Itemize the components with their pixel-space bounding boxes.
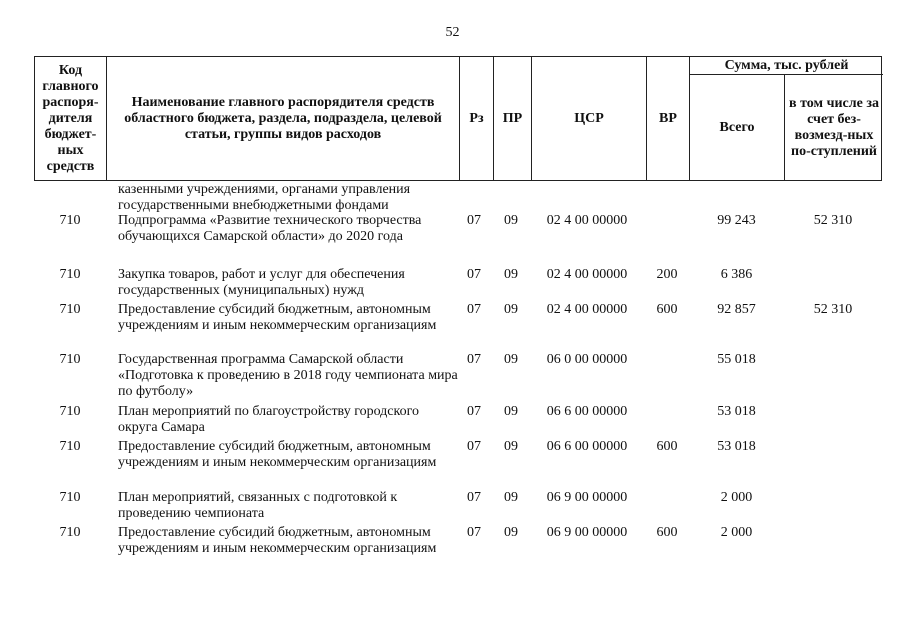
cell-csr: 06 9 00 00000 — [546, 490, 628, 505]
continuation-text: казенными учреждениями, органами управления государственными внебюджетными фондами — [118, 182, 411, 213]
cell-pr: 09 — [504, 439, 518, 454]
cell-pr: 09 — [504, 302, 518, 317]
cell-total: 55 018 — [717, 352, 756, 367]
page-number: 52 — [445, 25, 460, 40]
cell-kod: 710 — [59, 213, 81, 228]
table-header — [34, 56, 882, 181]
header-gratuitous: в том числе за счет без-возмезд-ных по-ступлений — [789, 95, 879, 159]
cell-total: 6 386 — [720, 267, 753, 282]
cell-kod: 710 — [59, 404, 81, 419]
cell-name: Предоставление субсидий бюджетным, автономным учреждениям и иным некоммерческим организациям — [118, 439, 437, 470]
cell-kod: 710 — [59, 490, 81, 505]
cell-gratuitous: 52 310 — [813, 213, 853, 228]
table-row — [34, 525, 882, 556]
cell-pr: 09 — [504, 404, 518, 419]
cell-csr: 06 6 00 00000 — [546, 404, 628, 419]
cell-pr: 09 — [504, 490, 518, 505]
cell-pr: 09 — [504, 267, 518, 282]
cell-name: Государственная программа Самарской области «Подготовка к проведению в 2018 году чемпионата мира по футболу» — [118, 352, 458, 399]
header-pr: ПР — [494, 57, 532, 180]
cell-csr: 06 6 00 00000 — [546, 439, 628, 454]
cell-name: Предоставление субсидий бюджетным, автономным учреждениям и иным некоммерческим организациям — [118, 302, 437, 333]
header-vr: ВР — [647, 57, 690, 180]
cell-vr: 600 — [656, 525, 678, 540]
cell-total: 53 018 — [717, 404, 756, 419]
cell-total: 99 243 — [717, 213, 756, 228]
cell-pr: 09 — [504, 213, 518, 228]
cell-csr: 02 4 00 00000 — [546, 267, 628, 282]
header-total: Всего — [690, 75, 785, 180]
cell-rz: 07 — [467, 490, 481, 505]
table-row — [34, 439, 882, 470]
cell-rz: 07 — [467, 352, 481, 367]
cell-kod: 710 — [59, 525, 81, 540]
header-kod: Код главного распоря-дителя бюджет-ных средств — [35, 57, 107, 180]
cell-vr: 600 — [656, 439, 678, 454]
cell-rz: 07 — [467, 213, 481, 228]
cell-rz: 07 — [467, 439, 481, 454]
table-row — [34, 302, 882, 333]
cell-rz: 07 — [467, 302, 481, 317]
cell-pr: 09 — [504, 525, 518, 540]
header-sum-group — [690, 57, 883, 180]
cell-name: Закупка товаров, работ и услуг для обеспечения государственных (муниципальных) нужд — [118, 267, 405, 298]
header-rz: Рз — [460, 57, 494, 180]
cell-total: 53 018 — [717, 439, 756, 454]
cell-name: План мероприятий по благоустройству городского округа Самара — [118, 404, 419, 435]
cell-rz: 07 — [467, 525, 481, 540]
cell-kod: 710 — [59, 267, 81, 282]
cell-name: Подпрограмма «Развитие технического творчества обучающихся Самарской области» до 2020 года — [118, 213, 422, 244]
table-row — [34, 213, 882, 244]
cell-total: 92 857 — [717, 302, 756, 317]
cell-rz: 07 — [467, 267, 481, 282]
cell-total: 2 000 — [720, 490, 753, 505]
cell-total: 2 000 — [720, 525, 753, 540]
cell-csr: 02 4 00 00000 — [546, 213, 628, 228]
cell-rz: 07 — [467, 404, 481, 419]
cell-csr: 06 9 00 00000 — [546, 525, 628, 540]
cell-name: План мероприятий, связанных с подготовкой к проведению чемпионата — [118, 490, 398, 521]
cell-vr: 200 — [656, 267, 678, 282]
cell-csr: 06 0 00 00000 — [546, 352, 628, 367]
cell-kod: 710 — [59, 439, 81, 454]
cell-kod: 710 — [59, 302, 81, 317]
cell-kod: 710 — [59, 352, 81, 367]
cell-pr: 09 — [504, 352, 518, 367]
table-row — [34, 404, 882, 435]
cell-gratuitous: 52 310 — [813, 302, 853, 317]
table-row — [34, 352, 882, 399]
table-row — [34, 267, 882, 298]
header-sum-title: Сумма, тыс. рублей — [690, 57, 883, 75]
table-row — [34, 490, 882, 521]
cell-vr: 600 — [656, 302, 678, 317]
header-csr: ЦСР — [532, 57, 647, 180]
cell-name: Предоставление субсидий бюджетным, автономным учреждениям и иным некоммерческим организациям — [118, 525, 437, 556]
header-name: Наименование главного распорядителя средств областного бюджета, раздела, подраздела, целевой статьи, группы видов расходов — [107, 57, 460, 180]
cell-csr: 02 4 00 00000 — [546, 302, 628, 317]
